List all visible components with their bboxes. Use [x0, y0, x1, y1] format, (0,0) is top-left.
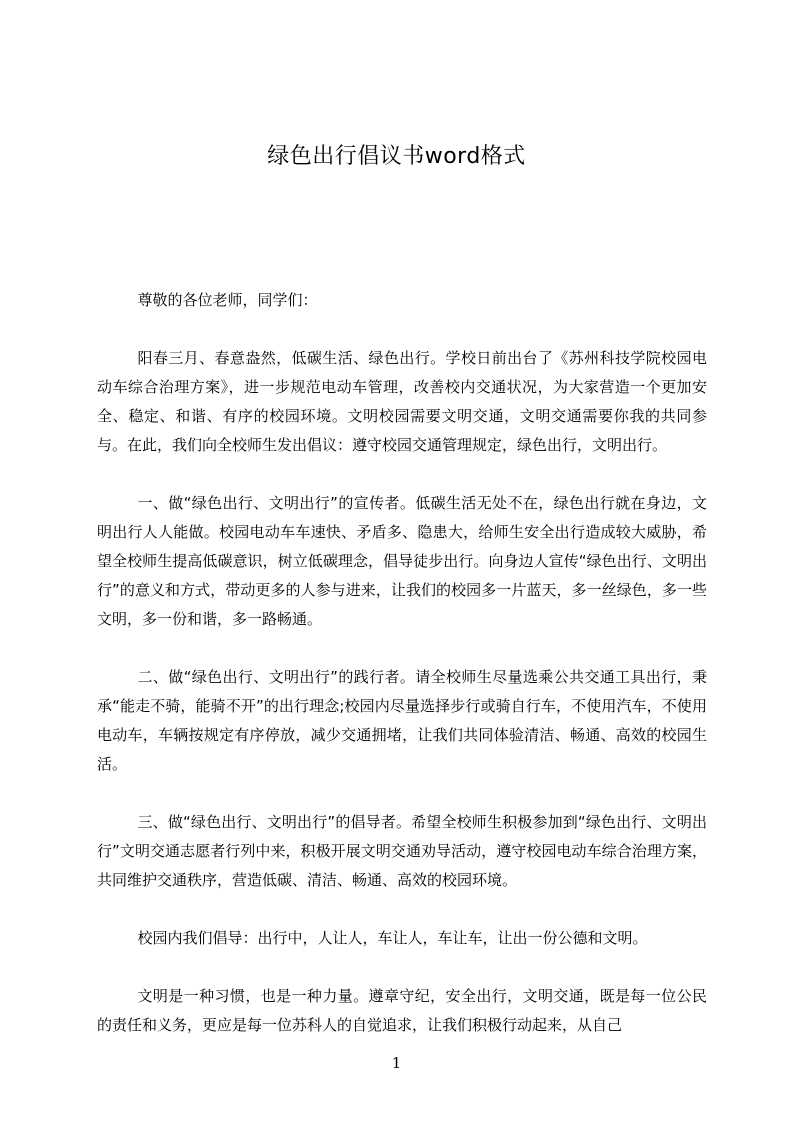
paragraph-intro: 阳春三月、春意盎然，低碳生活、绿色出行。学校日前出台了《苏州科技学院校园电动车综合治理方案》，进一步规范电动车管理，改善校内交通状况，为大家营造一个更加安全、稳定、和谐、有序的校园环境。文明校园需要文明交通，文明交通需要你我的共同参与。在此，我们向全校师生发出倡议：遵守校园交通管理规定，绿色出行，文明出行。	[97, 349, 707, 454]
page-number: 1	[391, 1054, 402, 1072]
paragraph-point-one: 一、做“绿色出行、文明出行”的宣传者。低碳生活无处不在，绿色出行就在身边，文明出行人人能做。校园电动车车速快、矛盾多、隐患大，给师生安全出行造成较大威胁，希望全校师生提高低碳意识，树立低碳理念，倡导徒步出行。向身边人宣传“绿色出行、文明出行”的意义和方式，带动更多的人参与进来，让我们的校园多一片蓝天，多一丝绿色，多一些文明，多一份和谐，多一路畅通。	[97, 494, 707, 628]
document-body	[97, 286, 707, 1040]
document-title: 绿色出行倡议书word格式	[267, 144, 526, 169]
paragraph-point-three: 三、做“绿色出行、文明出行”的倡导者。希望全校师生积极参加到“绿色出行、文明出行”文明交通志愿者行列中来，积极开展文明交通劝导活动，遵守校园电动车综合治理方案，共同维护交通秩序，营造低碳、清洁、畅通、高效的校园环境。	[97, 813, 707, 889]
paragraph-advocacy: 校园内我们倡导：出行中，人让人，车让人，车让车，让出一份公德和文明。	[137, 929, 648, 947]
paragraph-point-two: 二、做“绿色出行、文明出行”的践行者。请全校师生尽量选乘公共交通工具出行，秉承“能走不骑，能骑不开”的出行理念;校园内尽量选择步行或骑自行车，不使用汽车，不使用电动车，车辆按规定有序停放，减少交通拥堵，让我们共同体验清洁、畅通、高效的校园生活。	[97, 668, 707, 773]
paragraph-closing: 文明是一种习惯，也是一种力量。遵章守纪，安全出行，文明交通，既是每一位公民的责任和义务，更应是每一位苏科人的自觉追求，让我们积极行动起来，从自己	[97, 987, 707, 1034]
greeting: 尊敬的各位老师，同学们：	[137, 291, 318, 309]
